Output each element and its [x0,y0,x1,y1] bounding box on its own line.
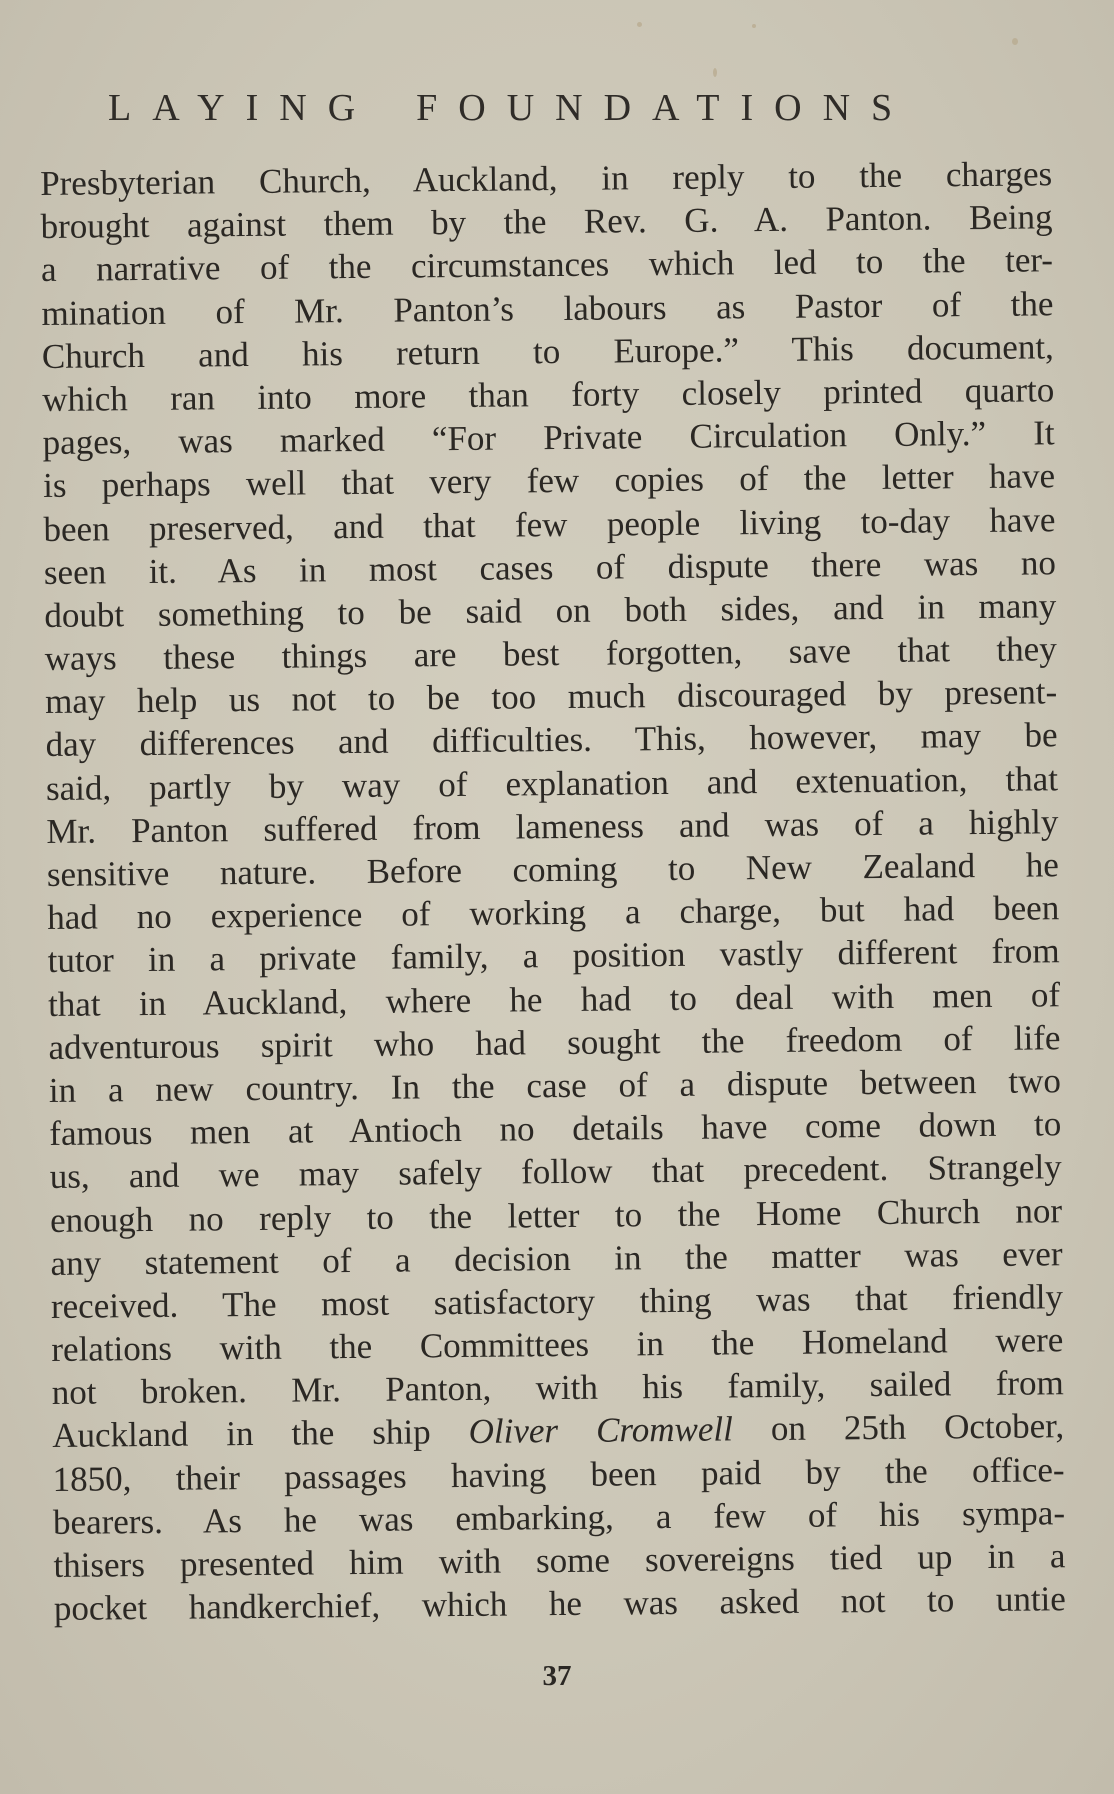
text-line: enough no reply to the letter to the Home Church nor [49,1190,1063,1240]
text-line: Church and his return to Europe.” This document, [41,327,1055,376]
text-line: adventurous spirit who had sought the freedom of life [48,1017,1061,1067]
text-line: said, partly by way of explanation and extenuation, that [45,758,1059,808]
text-line: not broken. Mr. Panton, with his family, sailed from [51,1363,1064,1413]
text-line: 1850, their passages having been paid by the office- [52,1449,1065,1499]
text-line: which ran into more than forty closely printed quarto [42,370,1055,419]
text-line: ways these things are best forgotten, save that they [44,629,1057,679]
text-line: any statement of a decision in the matter was ever [50,1233,1063,1283]
text-line: a narrative of the circumstances which led to the ter- [40,240,1054,290]
ship-name: Oliver Cromwell [468,1409,734,1452]
text-line: tutor in a private family, a position vastly different from [47,931,1060,981]
running-head [108,86,968,130]
running-head-word: LAYING [108,87,377,129]
text-line: is perhaps well that very few copies of the letter have [42,456,1056,506]
text-line: pocket handkerchief, which he was asked not to untie [53,1579,1067,1629]
text-line: us, and we may safely follow that precedent. Strangely [49,1147,1062,1197]
text-line: doubt something to be said on both sides, and in many [44,586,1057,635]
text-line: sensitive nature. Before coming to New Zealand he [46,845,1059,894]
paper-speck [713,68,717,77]
text-line: thisers presented him with some sovereigns tied up in a [53,1536,1066,1585]
body-text [40,152,1066,1630]
text-line: relations with the Committees in the Homeland were [51,1320,1064,1370]
text-line: mination of Mr. Panton’s labours as Pastor of the [41,283,1054,333]
text-line: received. The most satisfactory thing was that friendly [50,1277,1064,1326]
text-line: may help us not to be too much discouraged by present- [44,672,1058,722]
page-number: 37 [542,1660,572,1692]
text-line: had no experience of working a charge, but had been [47,888,1060,938]
ship-line-after: on 25th October, [732,1406,1065,1449]
text-line: brought against them by the Rev. G. A. Panton. Being [40,197,1053,247]
text-line: day differences and difficulties. This, however, may be [45,715,1058,765]
paper-speck [637,22,642,27]
ship-line-before: Auckland in the ship [52,1412,469,1456]
text-line: Mr. Panton suffered from lameness and was of a highly [46,802,1059,851]
text-line: Presbyterian Church, Auckland, in reply to the charges [40,154,1053,203]
text-line: bearers. As he was embarking, a few of his sympa- [52,1493,1066,1542]
text-line: seen it. As in most cases of dispute there was no [43,542,1057,592]
text-line: famous men at Antioch no details have come down to [49,1104,1062,1154]
paper-speck [752,24,756,28]
text-line: that in Auckland, where he had to deal with men of [47,974,1061,1024]
text-line: pages, was marked “For Private Circulation Only.” It [42,413,1055,463]
text-line: in a new country. In the case of a dispute between two [48,1061,1062,1110]
text-line: been preserved, and that few people living to-day have [43,499,1056,549]
paper-speck [1012,38,1018,45]
running-head-word: FOUNDATIONS [416,87,914,129]
